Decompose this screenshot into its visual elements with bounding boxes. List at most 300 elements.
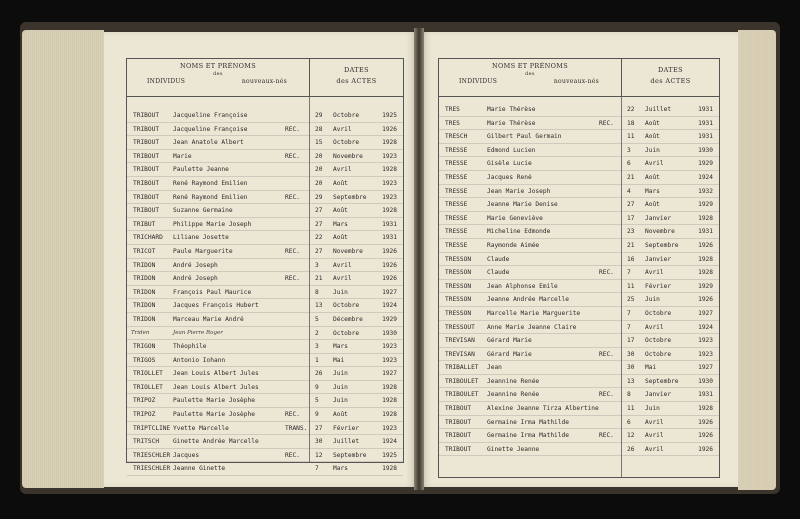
entry-given-names: Liliane Josette <box>173 234 229 242</box>
table-row <box>439 388 719 402</box>
entry-surname: TRIBOULET <box>445 377 479 385</box>
table-row <box>127 259 403 273</box>
entry-given-names: Jacques René <box>487 173 532 181</box>
table-row <box>439 321 719 335</box>
entry-year: 1931 <box>698 106 713 113</box>
entry-surname: TRIESCHLER <box>133 465 171 473</box>
entry-surname: TRESSE <box>445 160 468 168</box>
table-row <box>127 204 403 218</box>
entry-day: 29 <box>315 193 323 201</box>
entry-surname: TRIBOUT <box>445 405 472 413</box>
entry-day: 29 <box>315 112 323 119</box>
entry-surname: TRIBOUT <box>133 139 160 147</box>
entry-day: 1 <box>315 356 319 364</box>
entry-day: 13 <box>315 302 323 310</box>
entry-month: Avril <box>333 275 352 283</box>
entry-surname: TRESCH <box>445 133 468 141</box>
entry-given-names: Yvette Marcelle <box>173 424 229 432</box>
entry-day: 20 <box>315 179 323 187</box>
entry-month: Octobre <box>333 139 360 147</box>
entry-surname: TRIBOUT <box>133 207 160 215</box>
entry-day: 11 <box>627 405 635 413</box>
entry-surname: TRIBOULET <box>445 391 479 399</box>
entry-year: 1924 <box>382 438 397 446</box>
entry-day: 4 <box>627 187 631 195</box>
entry-note: REC. <box>285 451 300 459</box>
entry-given-names: Jean <box>487 364 502 372</box>
entry-day: 12 <box>315 451 323 459</box>
entry-month: Mars <box>645 187 660 195</box>
entry-surname: TRIBOUT <box>133 125 160 133</box>
entry-day: 3 <box>627 146 631 154</box>
entry-day: 11 <box>627 133 635 141</box>
entry-day: 20 <box>315 152 323 160</box>
entry-month: Février <box>333 424 360 432</box>
table-row <box>439 130 719 144</box>
entry-given-names: Paulette Jeanne <box>173 166 229 174</box>
names-column-header: NOMS ET PRÉNOMS des INDIVIDUS nouveaux-nés <box>147 62 287 85</box>
entry-given-names: Germaine Irma Mathilde <box>487 418 569 426</box>
entry-surname: TRESSON <box>445 309 472 317</box>
entry-year: 1928 <box>382 207 397 215</box>
entry-year: 1926 <box>698 418 713 426</box>
entry-month: Juin <box>645 405 660 413</box>
entry-month: Août <box>333 207 348 215</box>
entry-year: 1928 <box>382 397 397 405</box>
entry-surname: Triden <box>131 329 150 336</box>
table-row <box>127 123 403 137</box>
table-row <box>127 313 403 327</box>
entry-surname: TRICOT <box>133 247 156 255</box>
table-row <box>127 422 403 436</box>
entry-given-names: Marie Thérèse <box>487 106 536 113</box>
entry-month: Avril <box>333 261 352 269</box>
entry-month: Octobre <box>333 329 360 337</box>
entry-year: 1923 <box>382 152 397 160</box>
entry-given-names: Edmond Lucien <box>487 146 536 154</box>
entry-month: Avril <box>333 166 352 174</box>
entry-day: 30 <box>627 364 635 372</box>
entry-note: REC. <box>599 432 614 440</box>
entry-given-names: Jean Marie Joseph <box>487 187 551 195</box>
entry-month: Octobre <box>645 337 672 345</box>
entry-month: Octobre <box>333 112 360 119</box>
entry-month: Décembre <box>333 315 363 323</box>
entry-month: Octobre <box>645 309 672 317</box>
entry-year: 1930 <box>698 377 713 385</box>
entry-given-names: Jeanne Ginette <box>173 465 226 473</box>
entry-day: 8 <box>627 391 631 399</box>
entry-surname: TRITSCH <box>133 438 160 446</box>
entry-given-names: Jean Pierre Roger <box>173 329 223 336</box>
entry-month: Juin <box>333 383 348 391</box>
entry-surname: TRIESCHLER <box>133 451 171 459</box>
entry-given-names: Marie <box>173 152 192 160</box>
entry-given-names: Marceau Marie André <box>173 315 244 323</box>
entry-given-names: Jacqueline Françoise <box>173 125 248 133</box>
table-row <box>127 218 403 232</box>
entry-day: 21 <box>627 173 635 181</box>
entry-year: 1925 <box>382 112 397 119</box>
entry-surname: TRESSE <box>445 228 468 236</box>
entry-day: 6 <box>627 418 631 426</box>
entry-surname: TREVISAN <box>445 337 475 345</box>
entry-given-names: Philippe Marie Joseph <box>173 220 252 228</box>
entry-day: 7 <box>315 465 319 473</box>
table-row <box>439 429 719 443</box>
entry-day: 8 <box>315 288 319 296</box>
table-row <box>439 443 719 457</box>
entry-day: 7 <box>627 269 631 277</box>
table-row <box>439 348 719 362</box>
entry-day: 6 <box>627 160 631 168</box>
table-row <box>127 367 403 381</box>
entry-given-names: Jacques <box>173 451 200 459</box>
entry-year: 1923 <box>382 424 397 432</box>
table-row <box>127 340 403 354</box>
entry-month: Avril <box>645 432 664 440</box>
left-register-table <box>126 58 404 473</box>
entry-surname: TRIPTCLINE <box>133 424 171 432</box>
table-row <box>127 109 403 123</box>
entry-year: 1929 <box>698 282 713 290</box>
entry-month: Août <box>333 179 348 187</box>
entry-month: Juin <box>645 146 660 154</box>
table-row <box>439 253 719 267</box>
entry-day: 21 <box>627 241 635 249</box>
right-register-table <box>438 58 720 478</box>
entry-year: 1926 <box>698 296 713 304</box>
entry-year: 1926 <box>382 247 397 255</box>
entry-given-names: Germaine Irma Mathilde <box>487 432 569 440</box>
entry-day: 7 <box>627 309 631 317</box>
entry-month: Février <box>645 282 672 290</box>
table-row <box>127 381 403 395</box>
entry-month: Janvier <box>645 391 672 399</box>
table-row <box>439 334 719 348</box>
entry-surname: TREVISAN <box>445 350 475 358</box>
page-stack-left <box>22 30 104 488</box>
entry-day: 30 <box>315 438 323 446</box>
entry-year: 1928 <box>698 405 713 413</box>
names-column-header: NOMS ET PRÉNOMS des INDIVIDUS nouveaux-nés <box>459 62 599 85</box>
entry-day: 30 <box>627 350 635 358</box>
entry-month: Novembre <box>333 152 363 160</box>
entry-day: 28 <box>315 125 323 133</box>
entry-given-names: Anne Marie Jeanne Claire <box>487 323 577 331</box>
table-row <box>439 266 719 280</box>
entry-year: 1928 <box>382 166 397 174</box>
entry-surname: TRESSOUT <box>445 323 475 331</box>
entry-surname: TRIDON <box>133 275 156 283</box>
entry-surname: TRES <box>445 106 460 113</box>
dates-column-header: DATES des ACTES <box>650 66 691 85</box>
page-stack-right <box>738 30 776 490</box>
table-row <box>127 191 403 205</box>
entry-month: Mars <box>333 220 348 228</box>
entry-month: Mars <box>333 343 348 351</box>
entry-year: 1928 <box>698 269 713 277</box>
entry-day: 18 <box>627 119 635 127</box>
entry-year: 1931 <box>698 119 713 127</box>
entry-given-names: Paule Marguerite <box>173 247 233 255</box>
entry-day: 22 <box>315 234 323 242</box>
table-row <box>439 239 719 253</box>
entry-surname: TRESSE <box>445 187 468 195</box>
entry-month: Janvier <box>645 255 672 263</box>
entry-note: REC. <box>599 350 614 358</box>
entry-month: Octobre <box>645 350 672 358</box>
table-header <box>439 59 719 97</box>
entry-given-names: Antonio Iohann <box>173 356 226 364</box>
table-row <box>127 462 403 476</box>
entry-year: 1928 <box>698 214 713 222</box>
entry-day: 3 <box>315 343 319 351</box>
entry-given-names: Jean Louis Albert Jules <box>173 370 259 378</box>
table-row <box>439 198 719 212</box>
entry-given-names: René Raymond Emilien <box>173 179 248 187</box>
table-row <box>127 299 403 313</box>
entry-given-names: Suzanne Germaine <box>173 207 233 215</box>
entry-given-names: Claude <box>487 255 510 263</box>
entry-given-names: Jeanne Marie Denise <box>487 201 558 209</box>
entry-given-names: Jeanne Andrée Marcelle <box>487 296 569 304</box>
table-row <box>127 327 403 341</box>
entry-surname: TRIBOUT <box>445 418 472 426</box>
entry-year: 1926 <box>382 275 397 283</box>
table-row <box>439 185 719 199</box>
entry-month: Mai <box>333 356 345 364</box>
entry-day: 17 <box>627 214 635 222</box>
entry-given-names: Alexine Jeanne Tirza Albertine <box>487 405 599 413</box>
entry-surname: TRIDON <box>133 261 156 269</box>
entry-day: 7 <box>627 323 631 331</box>
entry-surname: TRIBOUT <box>445 432 472 440</box>
entry-year: 1932 <box>698 187 713 195</box>
entry-year: 1926 <box>382 125 397 133</box>
entry-day: 22 <box>627 106 635 113</box>
entry-year: 1929 <box>698 201 713 209</box>
entry-note: REC. <box>285 411 300 419</box>
entry-day: 17 <box>627 337 635 345</box>
entry-year: 1927 <box>382 370 397 378</box>
entry-surname: TRIBOUT <box>133 166 160 174</box>
table-row <box>439 171 719 185</box>
entry-given-names: André Joseph <box>173 261 218 269</box>
table-row <box>439 144 719 158</box>
table-row <box>439 103 719 117</box>
entry-note: REC. <box>599 391 614 399</box>
entry-given-names: Paulette Marie Josèphe <box>173 411 255 419</box>
entry-given-names: Jeannine Renée <box>487 391 540 399</box>
entry-day: 27 <box>627 201 635 209</box>
entry-month: Janvier <box>645 214 672 222</box>
entry-surname: TRESSE <box>445 201 468 209</box>
entry-year: 1924 <box>698 323 713 331</box>
entry-given-names: Jeannine Renée <box>487 377 540 385</box>
entry-month: Juin <box>333 288 348 296</box>
table-header <box>127 59 403 97</box>
table-row <box>439 361 719 375</box>
entry-given-names: Théophile <box>173 343 207 351</box>
entry-month: Juillet <box>645 106 672 113</box>
entry-given-names: Claude <box>487 269 510 277</box>
entry-surname: TRIBOUT <box>133 193 160 201</box>
table-row <box>127 136 403 150</box>
entry-note: REC. <box>285 125 300 133</box>
entry-surname: TRIDON <box>133 302 156 310</box>
table-row <box>127 150 403 164</box>
entry-year: 1928 <box>382 139 397 147</box>
entry-month: Août <box>645 173 660 181</box>
entry-surname: TRESSE <box>445 146 468 154</box>
entry-surname: TRESSON <box>445 296 472 304</box>
entry-day: 21 <box>315 275 323 283</box>
table-row <box>127 245 403 259</box>
table-row <box>127 177 403 191</box>
entry-year: 1929 <box>698 160 713 168</box>
entry-month: Août <box>333 411 348 419</box>
left-entries <box>127 109 403 476</box>
entry-day: 5 <box>315 315 319 323</box>
entry-note: REC. <box>285 193 300 201</box>
entry-given-names: Jacqueline Françoise <box>173 112 248 119</box>
entry-surname: TRESSON <box>445 255 472 263</box>
entry-note: TRANS. <box>285 424 308 432</box>
table-row <box>127 354 403 368</box>
entry-day: 26 <box>627 445 635 453</box>
entry-surname: TRESSE <box>445 241 468 249</box>
entry-surname: TRIOLLET <box>133 370 163 378</box>
entry-month: Novembre <box>645 228 675 236</box>
table-row <box>127 286 403 300</box>
table-row <box>127 449 403 463</box>
entry-given-names: Gérard Marie <box>487 350 532 358</box>
entry-surname: TRIOLLET <box>133 383 163 391</box>
entry-surname: TRIBOUT <box>133 152 160 160</box>
entry-surname: TRESSON <box>445 269 472 277</box>
entry-surname: TRIBALLET <box>445 364 479 372</box>
entry-given-names: René Raymond Emilien <box>173 193 248 201</box>
entry-year: 1924 <box>382 302 397 310</box>
table-row <box>439 375 719 389</box>
entry-month: Avril <box>333 125 352 133</box>
entry-month: Juin <box>333 397 348 405</box>
entry-day: 27 <box>315 247 323 255</box>
entry-year: 1927 <box>382 288 397 296</box>
entry-month: Mars <box>333 465 348 473</box>
entry-month: Septembre <box>645 377 679 385</box>
entry-month: Septembre <box>333 193 367 201</box>
entry-day: 12 <box>627 432 635 440</box>
table-row <box>439 280 719 294</box>
entry-surname: TRIGOS <box>133 356 156 364</box>
entry-year: 1923 <box>382 193 397 201</box>
entry-month: Avril <box>645 323 664 331</box>
entry-day: 20 <box>315 166 323 174</box>
table-row <box>439 157 719 171</box>
entry-year: 1928 <box>382 383 397 391</box>
entry-month: Novembre <box>333 247 363 255</box>
entry-day: 9 <box>315 383 319 391</box>
table-row <box>439 307 719 321</box>
entry-month: Août <box>645 201 660 209</box>
entry-day: 16 <box>627 255 635 263</box>
table-row <box>439 212 719 226</box>
table-row <box>439 402 719 416</box>
entry-year: 1928 <box>382 411 397 419</box>
entry-given-names: Marie Thérèse <box>487 119 536 127</box>
entry-year: 1930 <box>382 329 397 337</box>
entry-day: 5 <box>315 397 319 405</box>
entry-year: 1923 <box>382 179 397 187</box>
entry-surname: TRIBOUT <box>133 112 160 119</box>
entry-given-names: Paulette Marie Josèphe <box>173 397 255 405</box>
entry-month: Septembre <box>645 241 679 249</box>
table-row <box>127 408 403 422</box>
entry-year: 1923 <box>382 356 397 364</box>
entry-day: 15 <box>315 139 323 147</box>
entry-given-names: Marie Geneviève <box>487 214 543 222</box>
table-row <box>127 163 403 177</box>
entry-year: 1931 <box>382 234 397 242</box>
entry-note: REC. <box>599 119 614 127</box>
entry-month: Août <box>645 133 660 141</box>
entry-given-names: Micheline Edmonde <box>487 228 551 236</box>
entry-month: Juin <box>333 370 348 378</box>
entry-given-names: Jacques François Hubert <box>173 302 259 310</box>
entry-given-names: Marcelle Marie Marguerite <box>487 309 581 317</box>
entry-surname: TRIGON <box>133 343 156 351</box>
entry-year: 1923 <box>698 337 713 345</box>
book-gutter <box>414 28 424 490</box>
entry-month: Août <box>645 119 660 127</box>
entry-given-names: André Joseph <box>173 275 218 283</box>
table-row <box>439 117 719 131</box>
entry-day: 9 <box>315 411 319 419</box>
entry-day: 13 <box>627 377 635 385</box>
table-row <box>127 272 403 286</box>
entry-year: 1928 <box>698 255 713 263</box>
entry-year: 1926 <box>382 261 397 269</box>
entry-surname: TRIBOUT <box>445 445 472 453</box>
entry-month: Août <box>333 234 348 242</box>
entry-day: 27 <box>315 220 323 228</box>
entry-year: 1931 <box>698 391 713 399</box>
entry-given-names: Ginette Jeanne <box>487 445 540 453</box>
entry-month: Septembre <box>333 451 367 459</box>
entry-surname: TRESSON <box>445 282 472 290</box>
entry-surname: TRESSE <box>445 173 468 181</box>
entry-month: Avril <box>645 269 664 277</box>
entry-year: 1925 <box>382 451 397 459</box>
entry-given-names: Gisèle Lucie <box>487 160 532 168</box>
entry-surname: TRESSE <box>445 214 468 222</box>
entry-year: 1923 <box>698 350 713 358</box>
table-row <box>439 225 719 239</box>
entry-year: 1931 <box>698 133 713 141</box>
entry-year: 1926 <box>698 432 713 440</box>
entry-year: 1931 <box>698 228 713 236</box>
entry-year: 1928 <box>382 465 397 473</box>
entry-surname: TRIDON <box>133 315 156 323</box>
entry-month: Juin <box>645 296 660 304</box>
entry-surname: TRIBUT <box>133 220 156 228</box>
entry-year: 1927 <box>698 309 713 317</box>
entry-day: 11 <box>627 282 635 290</box>
entry-note: REC. <box>285 247 300 255</box>
entry-given-names: Jean Anatole Albert <box>173 139 244 147</box>
